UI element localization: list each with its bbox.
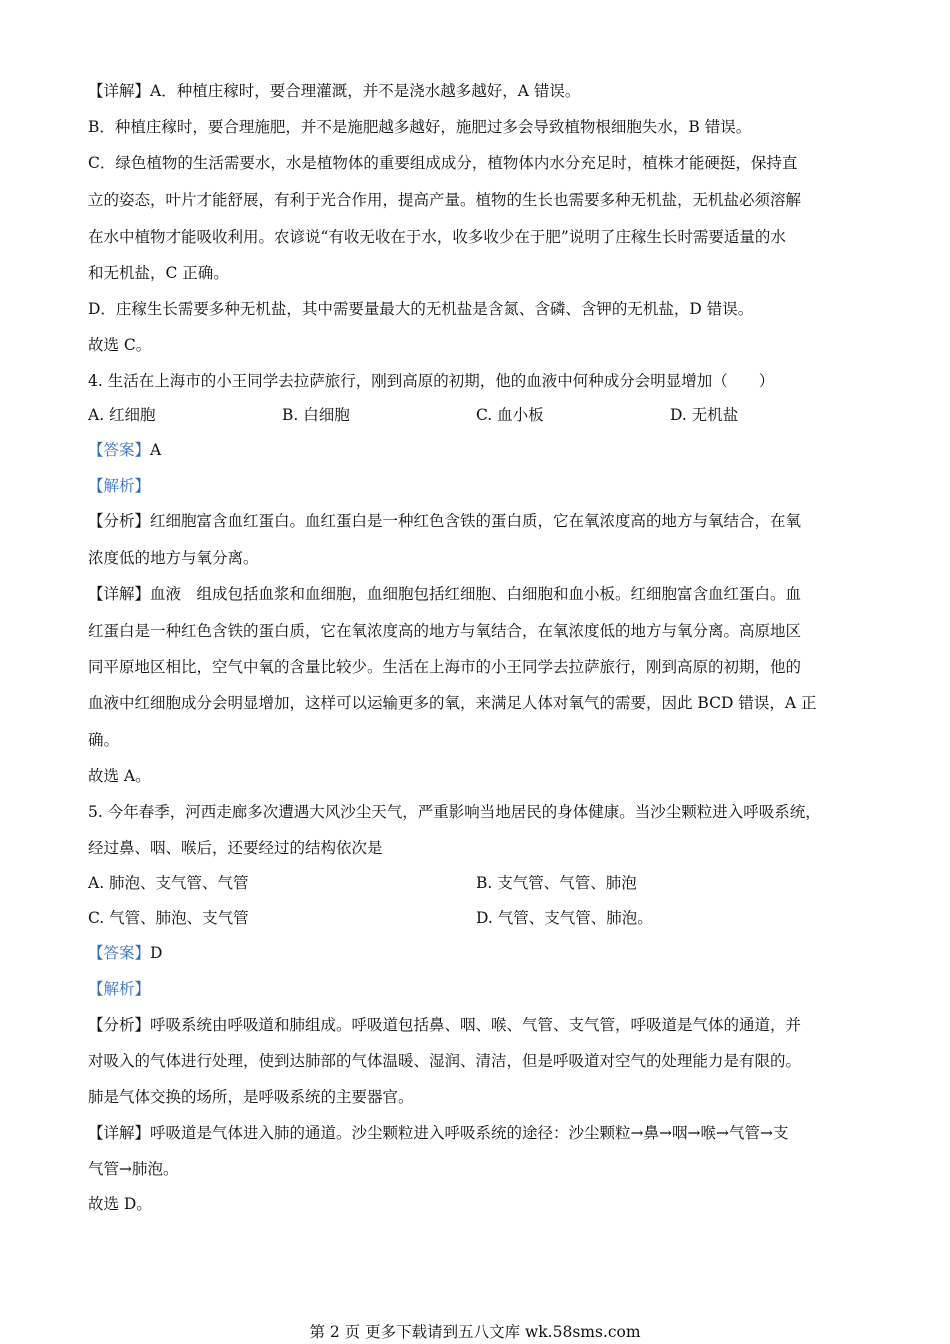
q4-fenxi-line1: 【分析】红细胞富含血红蛋白。血红蛋白是一种红色含铁的蛋白质，它在氧浓度高的地方与氧结合，在氧 [88,512,802,530]
q5-option-c: C. 气管、肺泡、支气管 [88,909,249,927]
q5-conclusion: 故选 D。 [88,1195,152,1213]
q4-option-b: B. 白细胞 [282,406,350,424]
q3-detail-c-line4: 和无机盐，C 正确。 [88,264,229,282]
q5-detail-line1: 【详解】呼吸道是气体进入肺的通道。沙尘颗粒进入呼吸系统的途径：沙尘颗粒→鼻→咽→喉→气管→支 [88,1124,789,1142]
q4-fenxi-line2: 浓度低的地方与氧分离。 [88,549,259,567]
q5-stem-line1: 5. 今年春季，河西走廊多次遭遇大风沙尘天气，严重影响当地居民的身体健康。当沙尘颗粒进入呼吸系统， [88,803,821,821]
q4-conclusion: 故选 A。 [88,767,151,785]
page-footer: 第 2 页 更多下载请到五八文库 wk.58sms.com [309,1323,641,1341]
q3-detail-c-line3: 在水中植物才能吸收利用。农谚说“有收无收在于水，收多收少在于肥”说明了庄稼生长时需要适量的水 [88,228,786,246]
q3-detail-d: D．庄稼生长需要多种无机盐，其中需要量最大的无机盐是含氮、含磷、含钾的无机盐，D 错误。 [88,300,754,318]
q5-fenxi-line3: 肺是气体交换的场所，是呼吸系统的主要器官。 [88,1088,414,1106]
q4-detail-line4: 血液中红细胞成分会明显增加，这样可以运输更多的氧，来满足人体对氧气的需要，因此 BCD 错误，A 正 [88,694,817,712]
q5-option-d: D. 气管、支气管、肺泡。 [476,909,653,927]
q5-option-b: B. 支气管、气管、肺泡 [476,874,637,892]
q3-detail-c-line2: 立的姿态，叶片才能舒展，有利于光合作用，提高产量。植物的生长也需要多种无机盐，无机盐必须溶解 [88,191,802,209]
q5-detail-line2: 气管→肺泡。 [88,1160,179,1178]
q5-option-a: A. 肺泡、支气管、气管 [88,874,249,892]
q4-detail-line3: 同平原地区相比，空气中氧的含量比较少。生活在上海市的小王同学去拉萨旅行，刚到高原的初期，他的 [88,658,802,676]
q5-answer: 【答案】D [88,944,163,962]
q4-option-a: A. 红细胞 [88,406,156,424]
q4-analysis-tag: 【解析】 [88,477,151,495]
q5-fenxi-line1: 【分析】呼吸系统由呼吸道和肺组成。呼吸道包括鼻、咽、喉、气管、支气管，呼吸道是气体的通道，并 [88,1016,802,1034]
q5-analysis-tag: 【解析】 [88,980,151,998]
q3-conclusion: 故选 C。 [88,336,152,354]
q4-option-c: C. 血小板 [476,406,544,424]
q4-stem: 4. 生活在上海市的小王同学去拉萨旅行，刚到高原的初期，他的血液中何种成分会明显增加（ ） [88,372,775,390]
q4-answer: 【答案】A [88,441,162,459]
q4-detail-line2: 红蛋白是一种红色含铁的蛋白质，它在氧浓度高的地方与氧结合，在氧浓度低的地方与氧分离。高原地区 [88,622,802,640]
q5-stem-line2: 经过鼻、咽、喉后，还要经过的结构依次是 [88,839,383,857]
q4-option-d: D. 无机盐 [670,406,739,424]
q3-detail-c-line1: C．绿色植物的生活需要水，水是植物体的重要组成成分，植物体内水分充足时，植株才能硬挺，保持直 [88,154,798,172]
q4-detail-line1: 【详解】血液 组成包括血浆和血细胞，血细胞包括红细胞、白细胞和血小板。红细胞富含血红蛋白。血 [88,585,802,603]
q4-detail-line5: 确。 [88,731,120,749]
q3-detail-a: 【详解】A．种植庄稼时，要合理灌溉，并不是浇水越多越好，A 错误。 [88,82,581,100]
q5-fenxi-line2: 对吸入的气体进行处理，使到达肺部的气体温暖、湿润、清洁，但是呼吸道对空气的处理能力是有限的。 [88,1052,802,1070]
q3-detail-b: B．种植庄稼时，要合理施肥，并不是施肥越多越好，施肥过多会导致植物根细胞失水，B 错误。 [88,118,752,136]
